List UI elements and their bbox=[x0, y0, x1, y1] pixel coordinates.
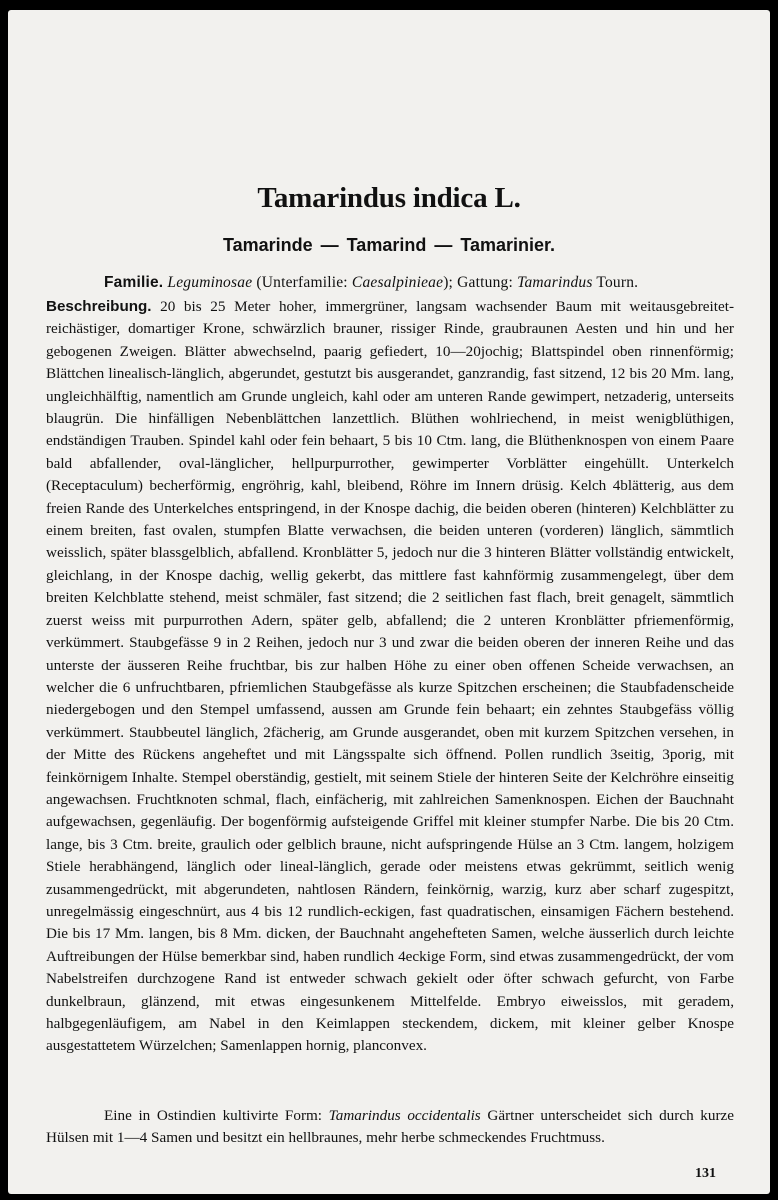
description-paragraph bbox=[46, 296, 734, 1058]
variety-name: Tamarindus occidentalis bbox=[328, 1107, 481, 1124]
page-number: 131 bbox=[695, 1166, 716, 1181]
family-label: Familie. bbox=[104, 274, 164, 291]
family-name: Leguminosae bbox=[167, 274, 253, 291]
common-names: Tamarinde — Tamarind — Tamarinier. bbox=[222, 235, 556, 255]
variety-author: Gärtner bbox=[487, 1107, 534, 1124]
variety-note bbox=[46, 1105, 734, 1150]
description-label: Beschreibung. bbox=[46, 298, 152, 315]
variety-note-text: unterscheidet sich durch kurze Hülsen mit 1—4 Samen und besitzt ein hellbraunes, mehr herbe schmeckendes Fruchtmuss. bbox=[46, 1107, 735, 1147]
genus-author: Tourn. bbox=[596, 274, 639, 291]
genus-name: Tamarindus bbox=[517, 274, 593, 291]
family-line bbox=[104, 274, 724, 292]
page-title: Tamarindus indica L. bbox=[257, 182, 521, 214]
genus-prefix: ); Gattung: bbox=[443, 274, 513, 291]
book-page bbox=[8, 10, 770, 1194]
description-text: 20 bis 25 Meter hoher, immergrüner, langsam wachsender Baum mit weitausgebreitet-reichästiger, domartiger Krone, schwärzlich brauner, rissiger Rinde, graubraunen Aesten und hin und her gebogenen Zweigen. Blätter abwechselnd, paarig gefiedert, 10—20jochig; Blattspindel oben rinnenförmig; Blättchen linealisch-länglich, abgerundet, gestutzt bis ausgerandet, ganzrandig, fast sitzend, 12 bis 20 Mm. lang, ungleichhälftig, namentlich am Grunde ungleich, kahl oder am unteren Rande gewimpert, netzaderig, unterseits blaugrün. Die hinfälligen Nebenblättchen lanzettlich. Blüthen wohlriechend, in meist wenigblüthigen, endständigen Trauben. Spindel kahl oder fein behaart, 5 bis 10 Ctm. lang, die Blüthenknospen von einem Paare bald abfallender, oval-länglicher, hellpurpurrother, gewimperter Vorblätter eingehüllt. Unterkelch (Receptaculum) becherförmig, engröhrig, kahl, bleibend, Röhre im Innern drüsig. Kelch 4blätterig, aus dem freien Rande des Unterkelches entspringend, in der Knospe dachig, die beiden oberen (hinteren) Kelchblätter zu einem breiten, fast ovalen, stumpfen Blatte verwachsen, die beiden unteren (vorderen) länglich, sämmtlich weisslich, später blassgelblich, abfallend. Kronblätter 5, jedoch nur die 3 hinteren Blätter vollständig entwickelt, gleichlang, in der Knospe dachig, wellig gekerbt, das mittlere fast kahnförmig zusammengelegt, über dem breiten Kelchblatte stehend, meist schmäler, fast sitzend; die 2 seitlichen fast flach, breit genagelt, sämmtlich zuerst weiss mit purpurrothen Adern, später gelb, abfallend; die 2 unteren Kronblätter pfriemenförmig, verkümmert. Staubgefässe 9 in 2 Reihen, jedoch nur 3 und zwar die beiden oberen der inneren Reihe und das unterste der äusseren Reihe fruchtbar, bis zur halben Höhe zu einer oben offenen Scheide verwachsen, an welcher die 6 unfruchtbaren, pfriemlichen Staubgefässe als kurze Spitzchen erscheinen; die Staubfadenscheide niedergebogen und den Stempel umfassend, aussen am Grunde fein behaart; ein zehntes Staubgefäss völlig verkümmert. Staubbeutel länglich, 2fächerig, am Grunde ausgerandet, oben mit kurzem Spitzchen versehen, in der Mitte des Rückens angeheftet und mit Längsspalte sich öffnend. Pollen rundlich 3seitig, 3porig, mit feinkörnigem Inhalte. Stempel oberständig, gestielt, mit seinem Stiele der hinteren Seite der Kelchröhre einseitig angewachsen. Fruchtknoten schmal, flach, einfächerig, mit zahlreichen Samenknospen. Eichen der Bauchnaht aufgewachsen, gegenläufig. Der bogenförmig aufsteigende Griffel mit kleiner stumpfer Narbe. Die bis 20 Ctm. lange, bis 3 Ctm. breite, graulich oder gelblich braune, nicht aufspringende Hülse an 3 Ctm. langem, holzigem Stiele herabhängend, länglich oder lineal-länglich, gerade oder meistens etwas gekrümmt, seitlich wenig zusammengedrückt, mit abgerundeten, nahtlosen Rändern, feinkörnig, warzig, kurz aber scharf zugespitzt, unregelmässig eingeschnürt, aus 4 bis 12 rundlich-eckigen, fast quadratischen, einsamigen Fächern bestehend. Die bis 17 Mm. langen, bis 8 Mm. dicken, der Bauchnaht angehefteten Samen, welche äusserlich durch leichte Auftreibungen der Hülse bemerkbar sind, haben rundlich 4eckige Form, sind etwas zusammengedrückt, der vom Nabelstreifen durchzogene Rand ist entweder schwach gekielt oder öfter schwach gefurcht, von Farbe dunkelbraun, glänzend, mit etwas eingesunkenem Mittelfelde. Embryo eiweisslos, mit geradem, halbgegenläufigem, am Nabel in den Keimlappen steckendem, dickem, mit kleiner gelber Knospe ausgestattetem Würzelchen; Samenlappen hornig, planconvex. bbox=[46, 298, 735, 1055]
subfamily-name: Caesalpinieae bbox=[351, 274, 444, 291]
variety-note-intro: Eine in Ostindien kultivirte Form: bbox=[104, 1107, 323, 1124]
subfamily-prefix: (Unterfamilie: bbox=[256, 274, 348, 291]
